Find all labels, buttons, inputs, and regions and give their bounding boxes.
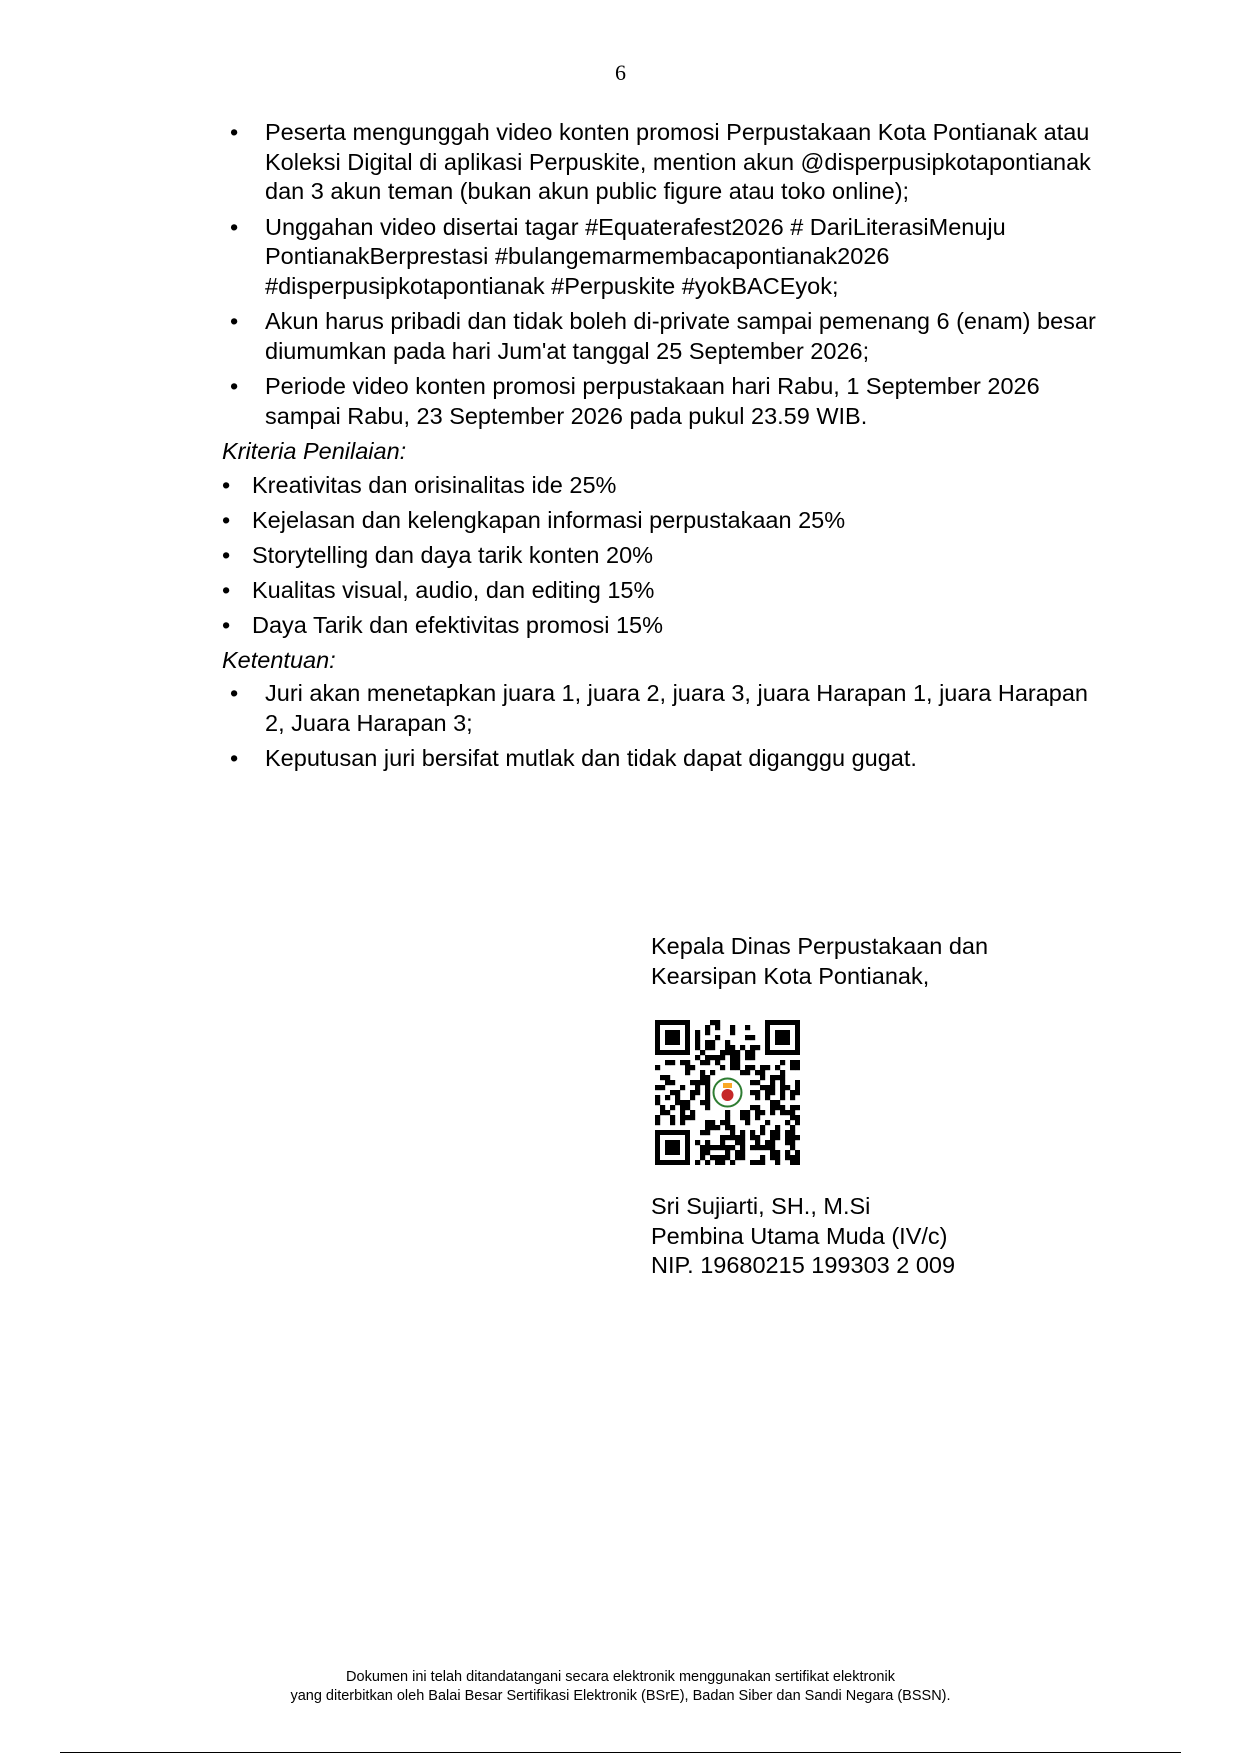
electronic-signature-note xyxy=(0,1668,1241,1706)
qr-code-icon xyxy=(655,1020,800,1165)
signer-rank: Pembina Utama Muda (IV/c) xyxy=(651,1222,948,1249)
list-item: • Unggahan video disertai tagar #Equaterafest2026 # DariLiterasiMenuju PontianakBerprestasi #bulangemarmembacapontianak2026 #disperpusipkotapontianak #Perpuskite #yokBACEyok; xyxy=(222,213,1112,302)
page-number: 6 xyxy=(615,60,626,85)
signer-nip: NIP. 19680215 199303 2 009 xyxy=(651,1252,956,1278)
signer-block xyxy=(651,1192,955,1281)
list-item: • Peserta mengunggah video konten promosi Perpustakaan Kota Pontianak atau Koleksi Digital di aplikasi Perpuskite, mention akun @disperpusipkotapontianak dan 3 akun teman (bukan akun public figure atau toko online); xyxy=(222,118,1112,207)
participant-rules-list xyxy=(222,118,1112,431)
list-item: • Kreativitas dan orisinalitas ide 25% xyxy=(222,471,1112,501)
footer-line: yang diterbitkan oleh Balai Besar Sertifikasi Elektronik (BSrE), Badan Siber dan Sandi Negara (BSSN). xyxy=(290,1688,951,1704)
list-item: • Periode video konten promosi perpustakaan hari Rabu, 1 September 2026 sampai Rabu, 23 September 2026 pada pukul 23.59 WIB. xyxy=(222,372,1112,431)
list-item: • Kejelasan dan kelengkapan informasi perpustakaan 25% xyxy=(222,506,1112,536)
criteria-heading: Kriteria Penilaian: xyxy=(222,438,407,464)
list-item: • Storytelling dan daya tarik konten 20% xyxy=(222,541,1112,571)
provisions-list xyxy=(222,679,1112,774)
footer-divider xyxy=(60,1752,1181,1753)
signature-title-line: Kearsipan Kota Pontianak, xyxy=(651,962,930,989)
footer-line: Dokumen ini telah ditandatangani secara elektronik menggunakan sertifikat elektronik xyxy=(346,1669,895,1685)
list-item: • Kualitas visual, audio, dan editing 15% xyxy=(222,576,1112,606)
list-item: • Daya Tarik dan efektivitas promosi 15% xyxy=(222,611,1112,641)
list-item: • Juri akan menetapkan juara 1, juara 2, juara 3, juara Harapan 1, juara Harapan 2, Juara Harapan 3; xyxy=(222,679,1112,738)
provisions-heading: Ketentuan: xyxy=(222,646,336,673)
list-item: • Akun harus pribadi dan tidak boleh di-private sampai pemenang 6 (enam) besar diumumkan pada hari Jum'at tanggal 25 September 2026; xyxy=(222,307,1112,366)
criteria-list xyxy=(222,471,1112,641)
signer-name: Sri Sujiarti, SH., M.Si xyxy=(651,1193,871,1219)
signature-title-line: Kepala Dinas Perpustakaan dan xyxy=(651,933,989,959)
signature-title xyxy=(651,932,1171,991)
list-item: • Keputusan juri bersifat mutlak dan tidak dapat diganggu gugat. xyxy=(222,744,1112,774)
document-body xyxy=(222,118,1112,780)
